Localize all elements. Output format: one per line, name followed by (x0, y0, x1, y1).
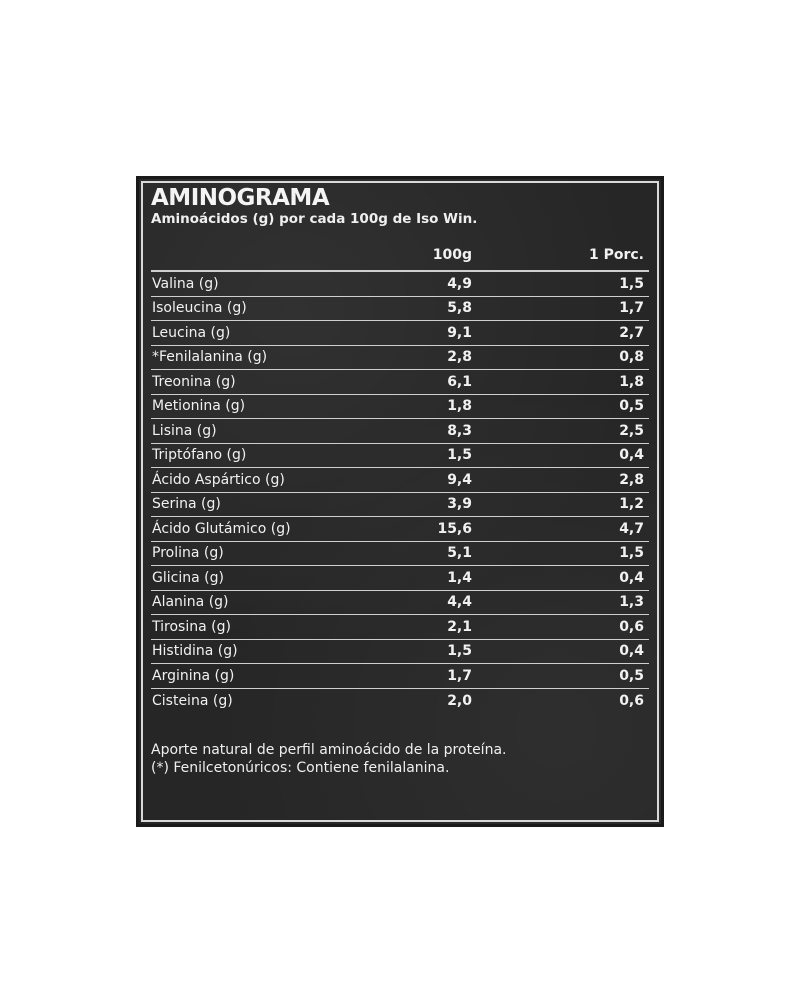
amino-acid-name: Cisteina (g) (152, 692, 233, 709)
value-per-portion: 2,7 (619, 324, 644, 341)
value-per-100g: 1,4 (447, 569, 472, 586)
table-row (151, 297, 649, 322)
panel-content (151, 185, 649, 777)
value-per-100g: 4,4 (447, 594, 472, 611)
table-row (151, 591, 649, 616)
table-row (151, 566, 649, 591)
value-per-portion: 0,6 (619, 692, 644, 709)
amino-acid-name: *Fenilalanina (g) (152, 349, 268, 366)
amino-acid-name: Tirosina (g) (152, 618, 231, 635)
table-row (151, 640, 649, 665)
table-row (151, 517, 649, 542)
value-per-portion: 0,4 (619, 643, 644, 660)
panel-subtitle: Aminoácidos (g) por cada 100g de Iso Win. (151, 211, 478, 227)
value-per-100g: 9,4 (447, 471, 472, 488)
value-per-portion: 0,4 (619, 447, 644, 464)
value-per-100g: 2,1 (447, 618, 472, 635)
amino-acid-name: Glicina (g) (152, 569, 224, 586)
value-per-portion: 1,3 (619, 594, 644, 611)
table-row (151, 493, 649, 518)
amino-acid-name: Alanina (g) (152, 594, 229, 611)
amino-acid-name: Ácido Glutámico (g) (152, 520, 291, 537)
table-row (151, 321, 649, 346)
footer-note-natural: Aporte natural de perfil aminoácido de la proteína. (151, 742, 507, 758)
header-100g: 100g (432, 247, 472, 263)
footer-note-phenylketonuric: (*) Fenilcetonúricos: Contiene fenilalanina. (151, 760, 450, 776)
value-per-100g: 8,3 (447, 422, 472, 439)
value-per-100g: 1,7 (447, 667, 472, 684)
amino-acid-name: Prolina (g) (152, 545, 224, 562)
amino-acid-name: Serina (g) (152, 496, 221, 513)
value-per-portion: 0,4 (619, 569, 644, 586)
value-per-portion: 0,5 (619, 667, 644, 684)
table-header (151, 240, 649, 272)
table-row (151, 395, 649, 420)
table-row (151, 542, 649, 567)
value-per-100g: 9,1 (447, 324, 472, 341)
amino-acid-name: Isoleucina (g) (152, 300, 247, 317)
value-per-portion: 1,7 (619, 300, 644, 317)
value-per-portion: 0,5 (619, 398, 644, 415)
value-per-100g: 5,1 (447, 545, 472, 562)
value-per-100g: 1,5 (447, 447, 472, 464)
value-per-portion: 0,8 (619, 349, 644, 366)
amino-acid-name: Lisina (g) (152, 422, 217, 439)
value-per-100g: 5,8 (447, 300, 472, 317)
amino-acid-name: Histidina (g) (152, 643, 238, 660)
value-per-portion: 1,8 (619, 373, 644, 390)
table-row (151, 689, 649, 714)
table-row (151, 468, 649, 493)
value-per-portion: 4,7 (619, 520, 644, 537)
amino-acid-name: Metionina (g) (152, 398, 246, 415)
table-body (151, 272, 649, 713)
table-row (151, 272, 649, 297)
amino-acid-name: Treonina (g) (152, 373, 236, 390)
value-per-100g: 3,9 (447, 496, 472, 513)
amino-acid-name: Leucina (g) (152, 324, 231, 341)
value-per-100g: 2,0 (447, 692, 472, 709)
amino-acid-name: Triptófano (g) (152, 447, 247, 464)
table-row (151, 664, 649, 689)
amino-table (151, 240, 649, 713)
amino-acid-name: Ácido Aspártico (g) (152, 471, 285, 488)
table-row (151, 615, 649, 640)
value-per-100g: 2,8 (447, 349, 472, 366)
amino-acid-name: Valina (g) (152, 275, 219, 292)
value-per-portion: 2,5 (619, 422, 644, 439)
table-row (151, 419, 649, 444)
table-row (151, 444, 649, 469)
value-per-100g: 1,8 (447, 398, 472, 415)
value-per-portion: 1,5 (619, 275, 644, 292)
footer-notes (151, 741, 649, 777)
value-per-100g: 6,1 (447, 373, 472, 390)
value-per-portion: 1,5 (619, 545, 644, 562)
table-row (151, 370, 649, 395)
value-per-100g: 1,5 (447, 643, 472, 660)
value-per-portion: 0,6 (619, 618, 644, 635)
value-per-100g: 4,9 (447, 275, 472, 292)
value-per-portion: 2,8 (619, 471, 644, 488)
aminogram-panel (136, 176, 664, 827)
panel-title: AMINOGRAMA (151, 185, 330, 211)
value-per-portion: 1,2 (619, 496, 644, 513)
header-portion: 1 Porc. (588, 247, 644, 263)
table-row (151, 346, 649, 371)
value-per-100g: 15,6 (437, 520, 472, 537)
amino-acid-name: Arginina (g) (152, 667, 235, 684)
